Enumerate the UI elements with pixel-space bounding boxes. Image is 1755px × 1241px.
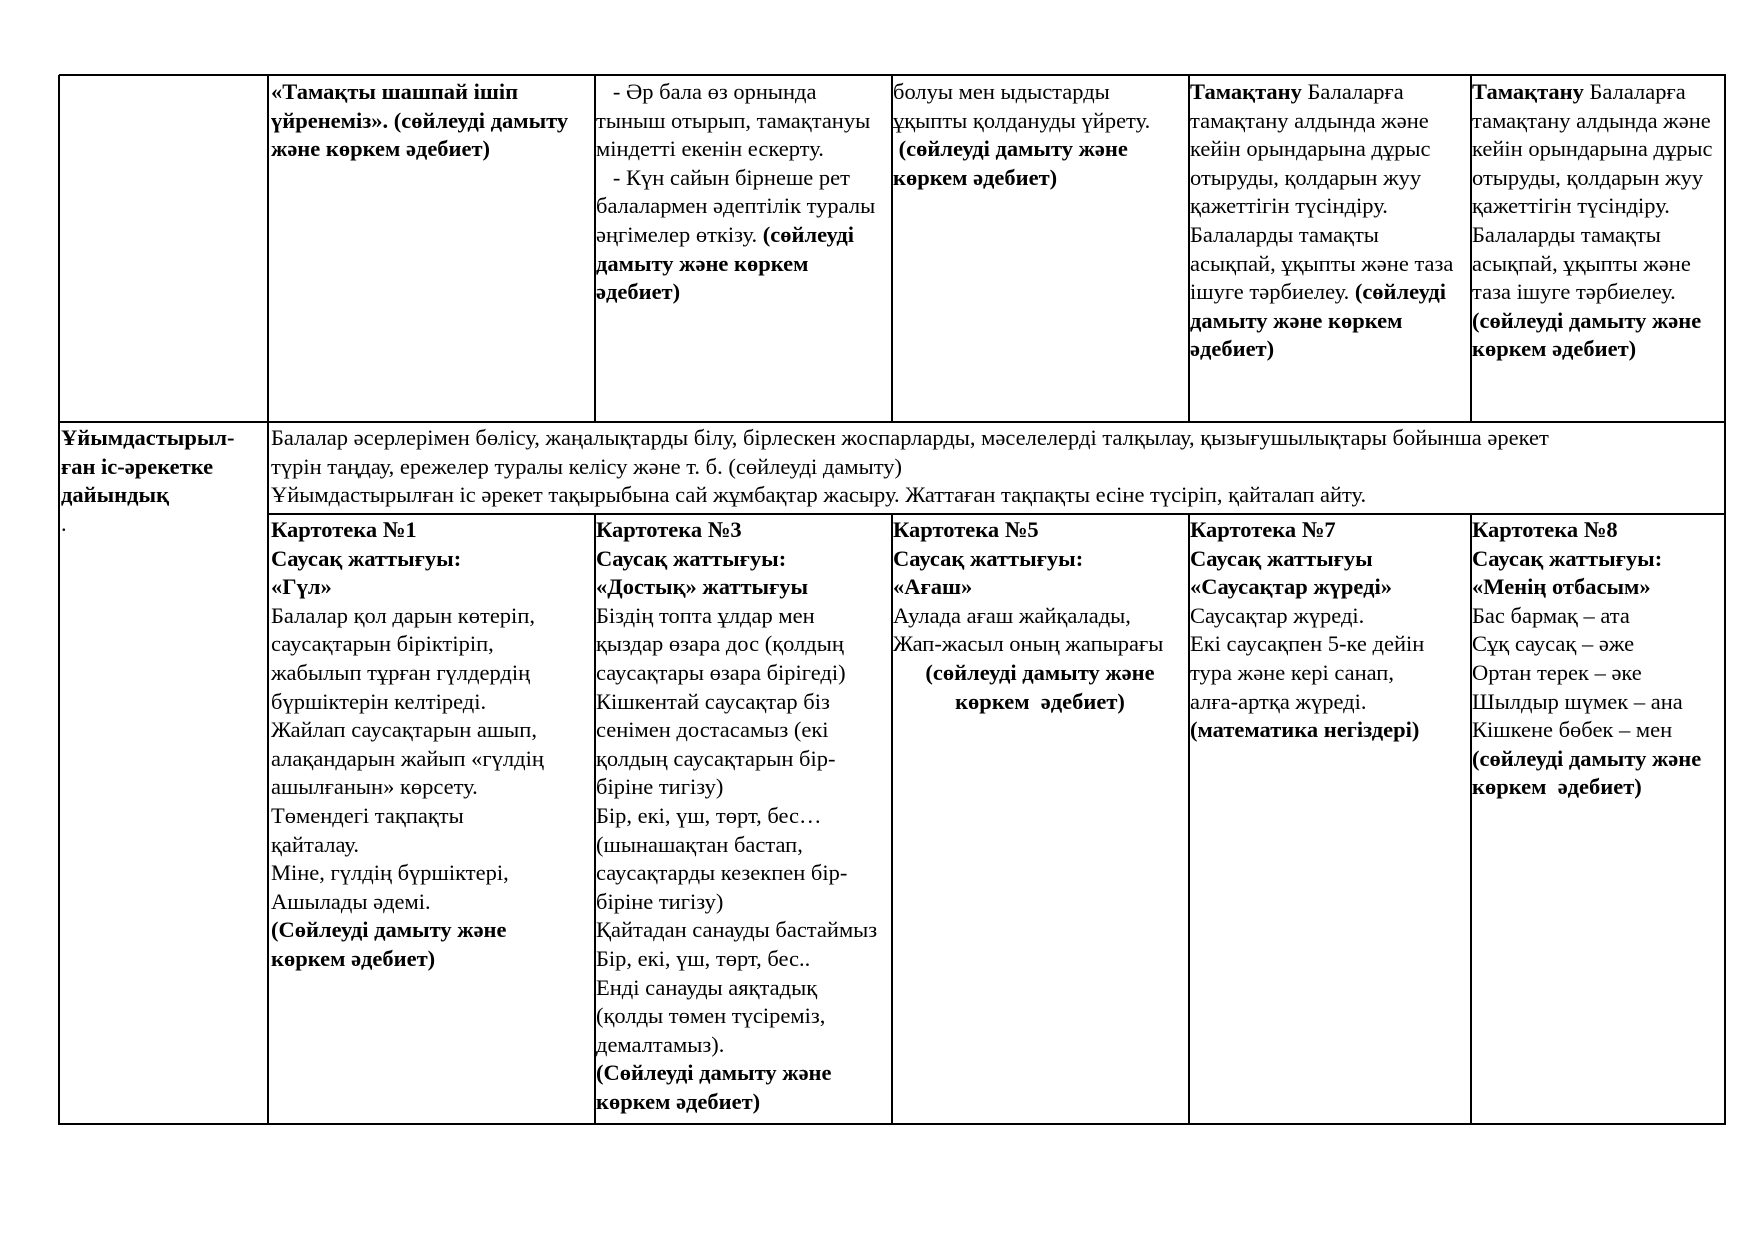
text-line xyxy=(1190,335,1469,364)
text-run: Кішкене бөбек – мен xyxy=(1472,717,1673,743)
text-line xyxy=(1472,602,1723,631)
text-line xyxy=(271,745,593,774)
text-run: асықпай, ұқыпты және таза xyxy=(1190,250,1454,276)
meal-cell-col1 xyxy=(271,78,593,164)
text-line xyxy=(596,516,890,545)
text-run: алақандарын жайып «гүлдің xyxy=(271,745,544,771)
text-run: «Достық» жаттығуы xyxy=(596,574,809,600)
text-line xyxy=(1472,659,1723,688)
text-line xyxy=(61,424,266,453)
text-line xyxy=(271,78,593,107)
text-line xyxy=(596,1031,890,1060)
text-line xyxy=(61,510,266,539)
text-run: көркем әдебиет) xyxy=(596,1088,761,1114)
text-line xyxy=(1190,516,1469,545)
text-line xyxy=(1472,307,1723,336)
text-line xyxy=(271,688,593,717)
text-run: (Сөйлеуді дамыту және xyxy=(596,1060,832,1086)
text-run: Балаларға xyxy=(1583,79,1686,104)
text-line xyxy=(271,831,593,860)
text-line xyxy=(596,164,890,193)
text-run: алға-артқа жүреді. xyxy=(1190,688,1367,714)
text-run: (қолды төмен түсіреміз, xyxy=(596,1003,826,1029)
text-run: Балаларды тамақты xyxy=(1190,221,1379,247)
text-line xyxy=(596,659,890,688)
text-line xyxy=(1190,278,1469,307)
text-run: Ашылады әдемі. xyxy=(271,888,431,914)
text-run: көркем әдебиет) xyxy=(893,164,1058,190)
text-run: қажеттігін түсіндіру. xyxy=(1190,193,1388,219)
text-line xyxy=(271,424,1723,453)
text-run: ашылғанын» көрсету. xyxy=(271,774,478,800)
text-line xyxy=(271,602,593,631)
text-run: «Саусақтар жүреді» xyxy=(1190,574,1393,600)
text-line xyxy=(61,481,266,510)
text-line xyxy=(1190,716,1469,745)
text-line xyxy=(596,545,890,574)
text-run: Картотека №5 xyxy=(893,517,1039,542)
text-run: (математика негіздері) xyxy=(1190,717,1420,743)
text-run: саусақтары өзара бірігеді) xyxy=(596,659,846,685)
text-line xyxy=(271,135,593,164)
text-run: Бір, екі, үш, төрт, бес.. xyxy=(596,945,811,971)
text-run: Саусақ жаттығуы: xyxy=(893,545,1084,571)
text-run: Міне, гүлдің бүршіктері, xyxy=(271,860,509,886)
text-line xyxy=(1190,307,1469,336)
text-run: ған іс-әрекетке xyxy=(61,453,214,479)
text-run: ішуге тәрбиелеу. xyxy=(1190,279,1355,305)
text-run: Тамақтану xyxy=(1190,79,1302,104)
text-run: көркем әдебиет) xyxy=(271,945,436,971)
text-line xyxy=(596,107,890,136)
text-line xyxy=(893,107,1187,136)
text-run: Жап-жасыл оның жапырағы xyxy=(893,631,1164,657)
text-run: (Сөйлеуді дамыту және xyxy=(271,917,507,943)
text-run: Енді санауды аяқтадық xyxy=(596,974,818,1000)
text-run: Бас бармақ – ата xyxy=(1472,602,1630,628)
text-run: Тамақтану xyxy=(1472,79,1584,104)
text-line xyxy=(1472,773,1723,802)
text-line xyxy=(271,545,593,574)
text-run: көркем әдебиет) xyxy=(955,688,1125,714)
text-line xyxy=(271,573,593,602)
text-run: Кішкентай саусақтар біз xyxy=(596,688,830,714)
text-run: түрін таңдау, ережелер туралы келісу және т. б. (сөйлеуді дамыту) xyxy=(271,453,902,479)
text-run: отыруды, қолдарын жуу xyxy=(1472,164,1704,190)
text-line xyxy=(61,453,266,482)
text-run: Саусақ жаттығуы: xyxy=(596,545,787,571)
text-line xyxy=(271,945,593,974)
text-run: үйренеміз». (сөйлеуді дамыту xyxy=(271,107,569,133)
text-run: Картотека №8 xyxy=(1472,517,1618,542)
text-line xyxy=(1472,716,1723,745)
text-run: Картотека №3 xyxy=(596,517,742,542)
text-run: әдебиет) xyxy=(1190,336,1275,362)
text-run: Төмендегі тақпақты xyxy=(271,802,464,828)
text-run: балалармен әдептілік туралы xyxy=(596,193,876,219)
text-run: дайындық xyxy=(61,482,170,508)
text-line xyxy=(893,135,1187,164)
text-run: міндетті екенін ескерту. xyxy=(596,136,824,162)
text-run: болуы мен ыдыстарды xyxy=(893,79,1110,104)
text-line xyxy=(1472,250,1723,279)
meal-cell-col5 xyxy=(1472,78,1723,364)
text-run: Жайлап саусақтарын ашып, xyxy=(271,717,537,743)
text-line xyxy=(596,688,890,717)
text-line xyxy=(596,221,890,250)
text-run: дамыту және көркем xyxy=(1190,307,1403,333)
text-run: . xyxy=(61,510,67,536)
text-line xyxy=(893,164,1187,193)
preparation-intro-text xyxy=(271,424,1723,510)
text-run: тура және кері санап, xyxy=(1190,659,1394,685)
text-run: Ұйымдастырыл- xyxy=(61,425,235,450)
text-run: - Әр бала өз орнында xyxy=(596,79,817,104)
text-line xyxy=(1190,250,1469,279)
text-run: Картотека №7 xyxy=(1190,517,1336,542)
text-run: сенімен достасамыз (екі xyxy=(596,717,829,743)
text-line xyxy=(1472,335,1723,364)
text-line xyxy=(596,630,890,659)
text-line xyxy=(271,481,1723,510)
text-line xyxy=(596,888,890,917)
text-line xyxy=(1190,688,1469,717)
text-line xyxy=(596,1002,890,1031)
text-run: Шылдыр шүмек – ана xyxy=(1472,688,1683,714)
text-line xyxy=(271,888,593,917)
text-run: ұқыпты қолдануды үйрету. xyxy=(893,107,1151,133)
text-run: Картотека №1 xyxy=(271,517,417,542)
text-line xyxy=(893,630,1187,659)
text-line xyxy=(1472,164,1723,193)
text-line xyxy=(1190,602,1469,631)
text-run: (сөйлеуді дамыту және xyxy=(1472,745,1702,771)
text-run: саусақтарын біріктіріп, xyxy=(271,631,494,657)
text-run: Балаларға xyxy=(1301,79,1404,104)
text-line xyxy=(1190,545,1469,574)
text-run: асықпай, ұқыпты және xyxy=(1472,250,1691,276)
text-line xyxy=(893,516,1187,545)
text-run: Екі саусақпен 5-ке дейін xyxy=(1190,631,1425,657)
text-run: «Менің отбасым» xyxy=(1472,574,1651,600)
text-line xyxy=(596,192,890,221)
text-line xyxy=(1472,688,1723,717)
text-line xyxy=(596,1088,890,1117)
text-line xyxy=(271,802,593,831)
text-line xyxy=(271,716,593,745)
text-line xyxy=(1190,164,1469,193)
meal-cell-col2 xyxy=(596,78,890,307)
text-run: әңгімелер өткізу. xyxy=(596,221,763,247)
card-5-cell xyxy=(893,516,1187,716)
text-run: әдебиет) xyxy=(596,279,681,305)
text-line xyxy=(1472,745,1723,774)
text-run: Балалар қол дарын көтеріп, xyxy=(271,602,535,628)
text-line xyxy=(893,659,1187,688)
text-line xyxy=(1190,630,1469,659)
text-run: Сұқ саусақ – әже xyxy=(1472,631,1635,657)
text-line xyxy=(1472,630,1723,659)
text-line xyxy=(596,859,890,888)
text-run: тамақтану алдында және xyxy=(1472,107,1711,133)
text-run: Балаларды тамақты xyxy=(1472,221,1661,247)
text-run: «Гүл» xyxy=(271,574,332,600)
text-run: демалтамыз). xyxy=(596,1031,725,1057)
text-run: Аулада ағаш жайқалады, xyxy=(893,602,1131,628)
text-run: және көркем әдебиет) xyxy=(271,136,491,162)
text-line xyxy=(271,916,593,945)
text-run: дамыту және көркем xyxy=(596,250,809,276)
text-line xyxy=(271,659,593,688)
text-run: қолдың саусақтарын бір- xyxy=(596,745,836,771)
text-run: «Ағаш» xyxy=(893,574,973,600)
text-run: (сөйлеуді xyxy=(1354,279,1447,305)
text-run: Бір, екі, үш, төрт, бес… xyxy=(596,802,822,828)
text-run: (сөйлеуді дамыту және xyxy=(925,659,1155,685)
text-line xyxy=(596,573,890,602)
text-line xyxy=(1190,192,1469,221)
text-line xyxy=(271,773,593,802)
text-line xyxy=(893,545,1187,574)
text-line xyxy=(1472,107,1723,136)
text-run: қыздар өзара дос (қолдың xyxy=(596,631,844,657)
text-line xyxy=(596,602,890,631)
text-line xyxy=(596,773,890,802)
text-run: Саусақ жаттығуы: xyxy=(1472,545,1663,571)
text-run: Біздің топта ұлдар мен xyxy=(596,602,815,628)
text-line xyxy=(1190,573,1469,602)
text-line xyxy=(1190,135,1469,164)
row-label-preparation xyxy=(61,424,266,538)
text-run: (сөйлеуді дамыту және xyxy=(1472,307,1702,333)
text-run: кейін орындарына дұрыс xyxy=(1472,136,1713,162)
text-line xyxy=(271,859,593,888)
text-line xyxy=(1190,78,1469,107)
text-run: Балалар әсерлерімен бөлісу, жаңалықтарды білу, бірлескен жоспарларды, мәселелерді талқылау, қызығушылықтары бойынша әрекет xyxy=(271,425,1549,450)
text-line xyxy=(271,453,1723,482)
text-run: Қайтадан санауды бастаймыз xyxy=(596,917,878,943)
text-run: кейін орындарына дұрыс xyxy=(1190,136,1431,162)
text-line xyxy=(596,974,890,1003)
text-line xyxy=(271,516,593,545)
text-run: (сөйлеуді дамыту және xyxy=(893,136,1128,162)
text-line xyxy=(596,945,890,974)
text-line xyxy=(596,916,890,945)
text-line xyxy=(596,278,890,307)
card-1-cell xyxy=(271,516,593,974)
text-line xyxy=(1472,545,1723,574)
table-left-border xyxy=(58,75,60,1125)
text-run: саусақтарды кезекпен бір- xyxy=(596,860,848,886)
text-line xyxy=(893,573,1187,602)
text-run: - Күн сайын бірнеше рет xyxy=(596,164,850,190)
text-run: қажеттігін түсіндіру. xyxy=(1472,193,1670,219)
text-line xyxy=(596,78,890,107)
text-line xyxy=(1472,135,1723,164)
text-run: көркем әдебиет) xyxy=(1472,774,1642,800)
column-divider xyxy=(267,75,269,1125)
text-line xyxy=(271,630,593,659)
meal-cell-col4 xyxy=(1190,78,1469,364)
text-line xyxy=(596,745,890,774)
text-run: тамақтану алдында және xyxy=(1190,107,1429,133)
text-run: қайталау. xyxy=(271,831,359,857)
text-line xyxy=(1190,221,1469,250)
card-7-cell xyxy=(1190,516,1469,745)
row-divider xyxy=(268,513,1726,515)
text-run: отыруды, қолдарын жуу xyxy=(1190,164,1422,190)
text-run: (сөйлеуді xyxy=(762,221,854,247)
meal-cell-col3 xyxy=(893,78,1187,192)
text-line xyxy=(596,802,890,831)
text-run: біріне тигізу) xyxy=(596,888,724,914)
text-run: Ұйымдастырылған іс әрекет тақырыбына сай жұмбақтар жасыру. Жаттаған тақпақты есіне түсіріп, қайталап айту. xyxy=(271,482,1367,508)
text-run: Саусақ жаттығуы: xyxy=(271,545,462,571)
text-line xyxy=(1472,278,1723,307)
text-run: тыныш отырып, тамақтануы xyxy=(596,107,871,133)
text-line xyxy=(893,688,1187,717)
text-line xyxy=(596,716,890,745)
text-line xyxy=(893,602,1187,631)
text-line xyxy=(1472,516,1723,545)
text-line xyxy=(596,250,890,279)
card-3-cell xyxy=(596,516,890,1116)
text-run: таза ішуге тәрбиелеу. xyxy=(1472,279,1676,305)
text-line xyxy=(1190,107,1469,136)
text-line xyxy=(1472,221,1723,250)
table-right-border xyxy=(1724,75,1726,1125)
text-line xyxy=(596,135,890,164)
text-line xyxy=(596,831,890,860)
text-line xyxy=(1472,78,1723,107)
text-run: біріне тигізу) xyxy=(596,774,724,800)
text-run: Ортан терек – әке xyxy=(1472,659,1642,685)
text-line xyxy=(271,107,593,136)
text-run: Саусақтар жүреді. xyxy=(1190,602,1365,628)
text-run: жабылып тұрған гүлдердің xyxy=(271,659,531,685)
text-run: бүршіктерін келтіреді. xyxy=(271,688,487,714)
card-8-cell xyxy=(1472,516,1723,802)
text-line xyxy=(596,1059,890,1088)
text-line xyxy=(1472,192,1723,221)
text-line xyxy=(893,78,1187,107)
text-run: Саусақ жаттығуы xyxy=(1190,545,1373,571)
text-line xyxy=(1472,573,1723,602)
text-run: (шынашақтан бастап, xyxy=(596,831,803,857)
text-run: «Тамақты шашпай ішіп xyxy=(271,79,519,104)
text-run: көркем әдебиет) xyxy=(1472,336,1637,362)
text-line xyxy=(1190,659,1469,688)
